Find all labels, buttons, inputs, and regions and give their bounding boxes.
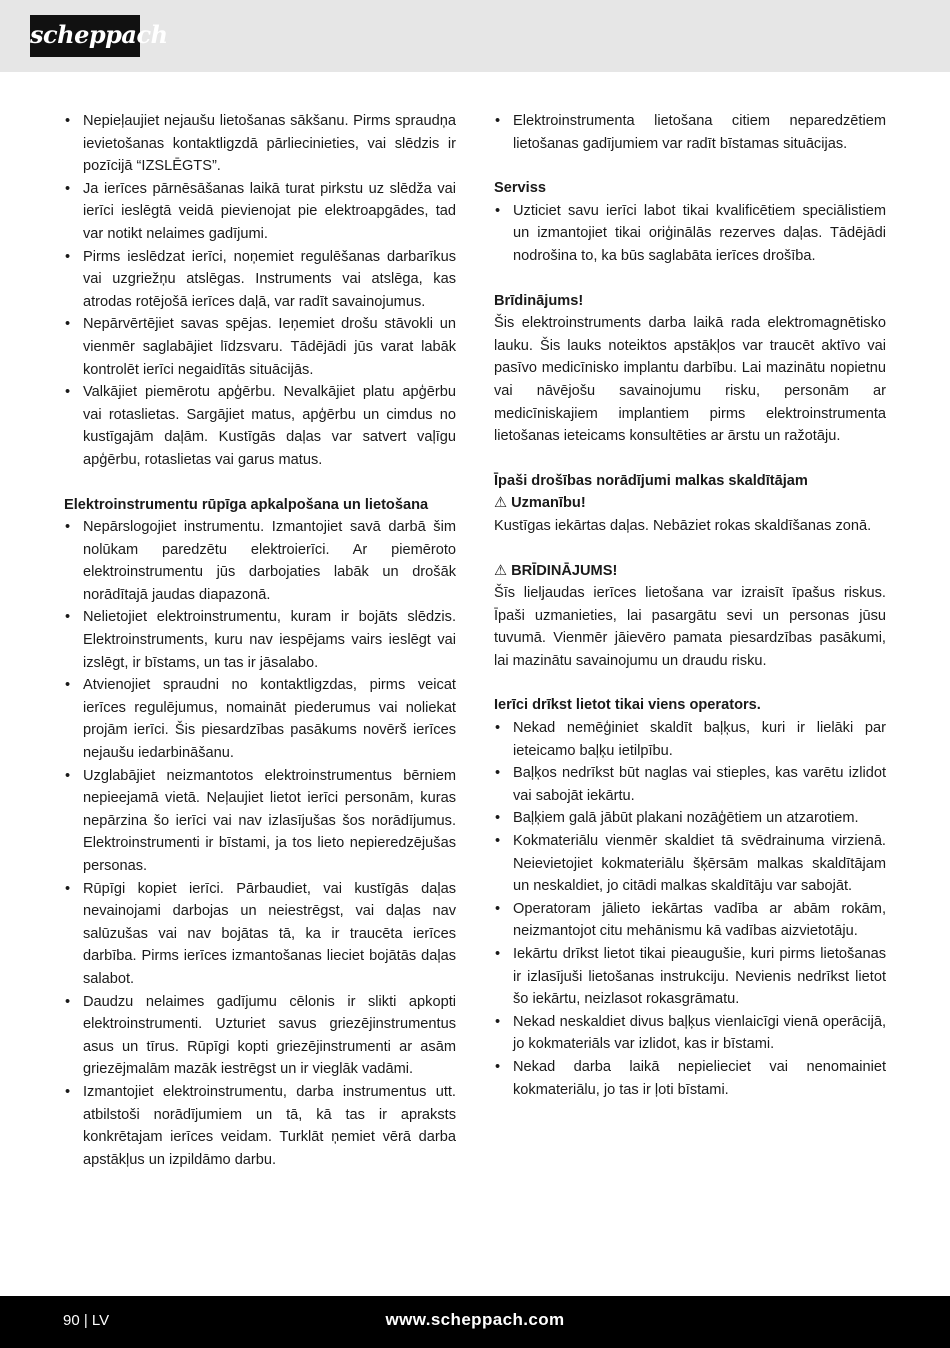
list-item: • Ja ierīces pārnēsāšanas laikā turat pirkstu uz slēdža vai ierīci ieslēgtā veidā pievienojat pie elektroapgādes, tad var notikt nelaimes gadījumi. [64,178,456,246]
page-header [0,0,950,72]
safety-list [64,110,456,472]
list-item: • Operatoram jālieto iekārtas vadība ar abām rokām, neizmantojot citu mehānismu kā vadības aizvietotāju. [494,898,886,943]
danger-heading: ⚠ BRĪDINĀJUMS! [494,562,618,579]
caution-paragraph: Kustīgas iekārtas daļas. Nebāziet rokas skaldīšanas zonā. [494,517,872,534]
section-heading-service: Serviss [494,180,546,197]
list-item: • Baļķiem galā jābūt plakani nozāģētiem un atzarotiem. [494,807,886,830]
scheppach-logo: scheppach [30,15,140,57]
website-link[interactable]: www.scheppach.com [385,1310,565,1329]
list-item: • Rūpīgi kopiet ierīci. Pārbaudiet, vai kustīgās daļas nevainojami darbojas un neiestrēgst, vai daļas nav salūzušas vai nav bojātas tā, ka ir traucēta ierīces darbība. Pirms ierīces izmantošanas lieciet bojātās daļas salabot. [64,878,456,991]
page-footer [0,1296,950,1348]
warning-paragraph: Šis elektroinstruments darba laikā rada elektromagnētisko lauku. Šis lauks noteiktos apstākļos var traucēt aktīvo vai pasīvo medicīnisko implantu darbību. Lai mazinātu nopietnu vai nāvējošu savainojumu risku, personām ar medicīniskajiem implantiem pirms elektroinstrumenta lietošanas ieteicams konsultēties ar ārstu un ražotāju. [494,315,886,445]
list-item: • Nekad darba laikā nepieliеciet vai nenomainiet kokmateriālu, jo tas ir ļoti bīstami. [494,1056,886,1101]
caution-heading: ⚠ Uzmanību! [494,495,586,512]
left-column [64,110,456,1171]
list-item: • Uzticiet savu ierīci labot tikai kvalificētiem speciālistiem un izmantojiet tikai oriģinālās rezerves daļas. Tādējādi nodrošina to, ka būs saglabāta ierīces drošība. [494,200,886,268]
list-item: • Elektroinstrumenta lietošana citiem neparedzētiem lietošanas gadījumiem var radīt bīstamas situācijas. [494,110,886,155]
section-heading-operator: Ierīci drīkst lietot tikai viens operators. [494,697,761,714]
list-item: • Nekad neskaldiet divus baļķus vienlaicīgi vienā operācijā, jo kokmateriāls var izlidot, kas ir bīstami. [494,1011,886,1056]
section-heading-special-safety: Īpaši drošības norādījumi malkas skaldītājam [494,472,808,489]
list-item: • Baļķos nedrīkst būt naglas vai stieples, kas varētu izlidot vai sabojāt iekārtu. [494,762,886,807]
misuse-list [494,110,886,155]
list-item: • Nepieļaujiet nejaušu lietošanas sākšanu. Pirms spraudņa ievietošanas kontaktligzdā pārliecinieties, vai slēdzis ir pozīcijā “IZSLĒGTS”. [64,110,456,178]
list-item: • Kokmateriālu vienmēr skaldiet tā svēdrainuma virzienā. Neievietojiet kokmateriālu šķērsām malkas skaldītājam un neskaldiet, jo citādi malkas skaldītāju var sabojāt. [494,830,886,898]
warning-triangle-icon: ⚠ [494,495,508,512]
operator-list [494,717,886,1101]
list-item: • Atvienojiet spraudni no kontaktligzdas, pirms veicat ierīces regulējumus, nomaināt piederumus vai noliekat projām ierīci. Šis piesardzības pasākums novērš ierīces nejaušu iedarbināšanu. [64,674,456,764]
list-item: • Nelietojiet elektroinstrumentu, kuram ir bojāts slēdzis. Elektroinstruments, kuru nav iespējams vairs ieslēgt vai izslēgt, ir bīstams, un tas ir jāsalabo. [64,606,456,674]
list-item: • Izmantojiet elektroinstrumentu, darba instrumentus utt. atbilstoši norādījumiem un tā, kā tas ir apraksts konkrētajam ierīces veidam. Turklāt ņemiet vērā darba apstākļus un izpildāmo darbu. [64,1081,456,1171]
list-item: • Valkājiet piemērotu apģērbu. Nevalkājiet platu apģērbu vai rotaslietas. Sargājiet matus, apģērbu un cimdus no kustīgajām daļām. Kustīgās daļas var satvert vaļīgu apģērbu, rotaslietas vai garus matus. [64,381,456,471]
list-item: • Nepārslogojiet instrumentu. Izmantojiet savā darbā šim nolūkam paredzētu elektroierīci. Ar piemēroto elektroinstrumentu jūs darbojaties labāk un drošāk norādītajā jaudas diapazonā. [64,516,456,606]
section-heading-careful-use: Elektroinstrumentu rūpīga apkalpošana un lietošana [64,496,429,513]
list-item: • Uzglabājiet neizmantotos elektroinstrumentus bērniem nepieejamā vietā. Neļaujiet lietot ierīci personām, kuras nepārzina šo ierīci vai nav izlasījušas šos norādījumus. Elektroinstrumenti ir bīstami, ja tos lieto nepieredzējušas personas. [64,765,456,878]
page-number: 90 | LV [63,1312,110,1329]
list-item: • Daudzu nelaimes gadījumu cēlonis ir slikti apkopti elektroinstrumenti. Uzturiet savus griezējinstrumentus asus un tīrus. Rūpīgi kopti griezējinstrumenti ar asām griezējmalām mazāk iestrēgst un ir vieglāk vadāmi. [64,991,456,1081]
list-item: • Nepārvērtējiet savas spējas. Ieņemiet drošu stāvokli un vienmēr saglabājiet līdzsvaru. Tādējādi jūs varat labāk kontrolēt ierīci negaidītās situācijās. [64,313,456,381]
service-list [494,200,886,268]
careful-use-list [64,516,456,1171]
list-item: • Nekad nemēģiniet skaldīt baļķus, kuri ir lielāki par ieteicamo baļķu ietilpību. [494,717,886,762]
right-column [494,110,886,1101]
list-item: • Iekārtu drīkst lietot tikai pieaugušie, kuri pirms lietošanas ir izlasījuši lietošanas instrukciju. Nevienis nedrīkst lietot šo iekārtu, neizlasot rokasgrāmatu. [494,943,886,1011]
list-item: • Pirms ieslēdzat ierīci, noņemiet regulēšanas darbarīkus vai uzgriežņu atslēgas. Instruments vai atslēga, kas atrodas rotējošā ierīces daļā, var radīt savainojumus. [64,246,456,314]
danger-paragraph: Šīs lieljaudas ierīces lietošana var izraisīt īpašus riskus. Īpaši uzmanieties, lai pasargātu sevi un personas jūsu tuvumā. Vienmēr jāievēro pamata piesardzības pasākumi, lai mazinātu savainojumu un draudu risku. [494,585,886,669]
warning-triangle-icon: ⚠ [494,562,508,579]
section-heading-warning: Brīdinājums! [494,292,584,309]
